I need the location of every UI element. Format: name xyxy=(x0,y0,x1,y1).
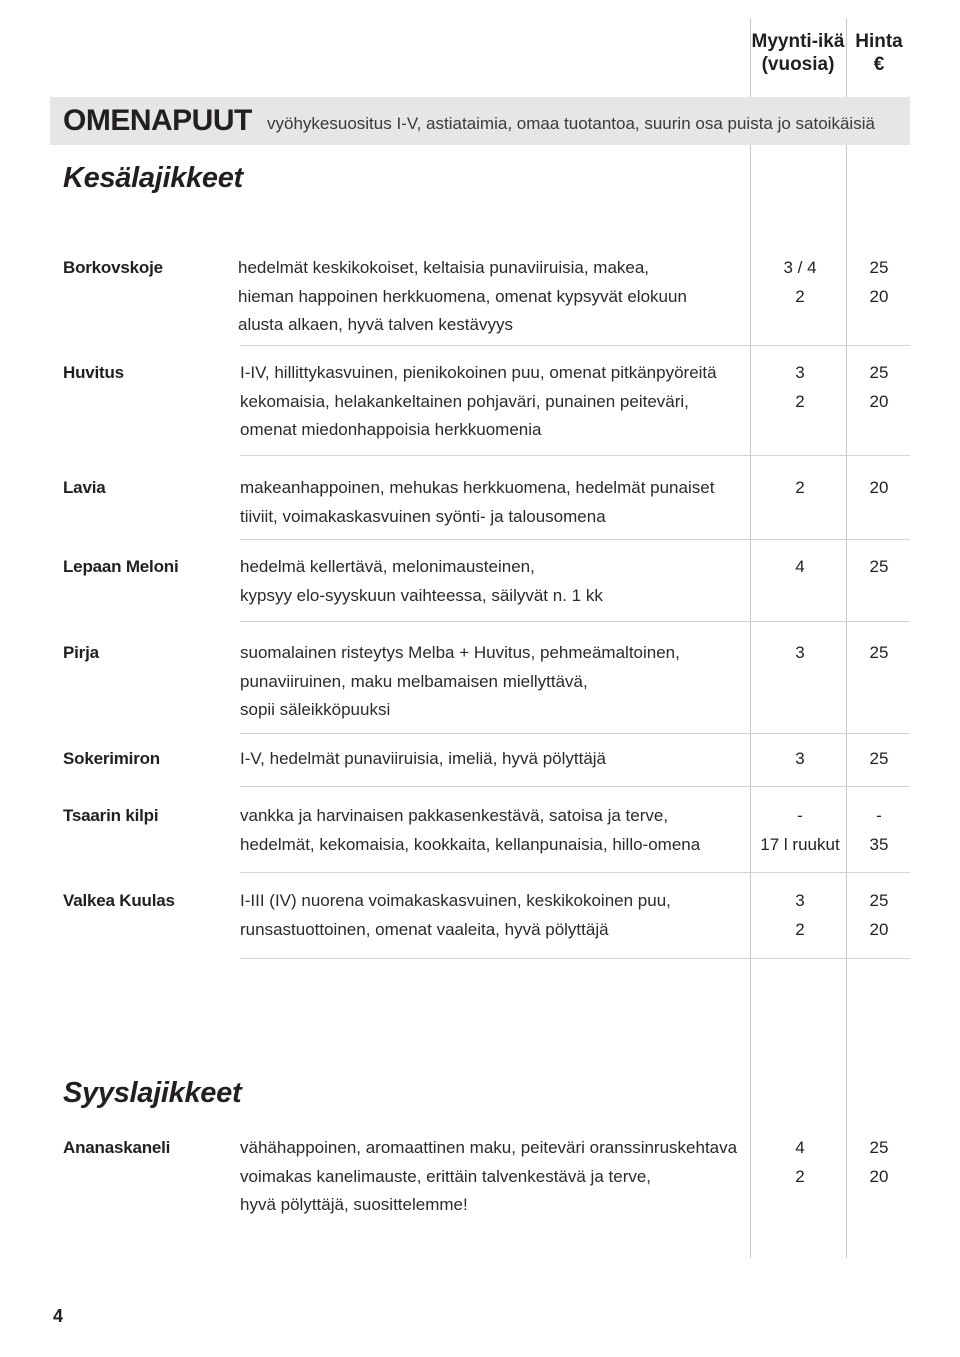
variety-description: hedelmät keskikokoiset, keltaisia punaviiruisia, makea, hieman happoinen herkkuomena, omenat kypsyvät elokuun alusta alkaen, hyvä talven kestävyys xyxy=(238,258,687,334)
variety-name: Lavia xyxy=(63,478,106,497)
variety-price: 20 xyxy=(869,478,889,497)
row-separator xyxy=(240,786,910,787)
row-separator xyxy=(240,539,910,540)
age-column-divider xyxy=(750,18,751,1258)
variety-name: Pirja xyxy=(63,643,99,662)
page-number: 4 xyxy=(53,1306,64,1326)
variety-age: 3 xyxy=(795,643,805,662)
variety-age: 3 2 xyxy=(795,363,805,411)
row-separator xyxy=(240,872,910,873)
age-column-header: Myynti-ikä (vuosia) xyxy=(751,31,845,75)
page-title: OMENAPUUT xyxy=(63,104,252,137)
row-separator xyxy=(240,621,910,622)
variety-age: - 17 l ruukut xyxy=(760,806,840,854)
variety-price: 25 20 xyxy=(869,258,889,306)
variety-age: 4 xyxy=(795,557,805,576)
variety-price: 25 20 xyxy=(869,363,889,411)
variety-name: Valkea Kuulas xyxy=(63,891,175,910)
variety-age: 3 2 xyxy=(795,891,805,939)
variety-price: 25 xyxy=(869,749,889,768)
row-separator xyxy=(240,733,910,734)
variety-age: 4 2 xyxy=(795,1138,805,1186)
price-column-header: Hinta € xyxy=(855,31,903,75)
variety-description: I-V, hedelmät punaviiruisia, imeliä, hyvä pölyttäjä xyxy=(240,749,607,768)
variety-description: hedelmä kellertävä, melonimausteinen, kypsyy elo-syyskuun vaihteessa, säilyvät n. 1 kk xyxy=(240,557,603,605)
variety-name: Ananaskaneli xyxy=(63,1138,171,1157)
variety-description: suomalainen risteytys Melba + Huvitus, pehmeämaltoinen, punaviiruinen, maku melbamaisen miellyttävä, sopii säleikköpuuksi xyxy=(240,643,680,719)
variety-name: Lepaan Meloni xyxy=(63,557,179,576)
row-separator xyxy=(240,455,910,456)
variety-age: 3 / 4 2 xyxy=(783,258,817,306)
variety-description: makeanhappoinen, mehukas herkkuomena, hedelmät punaiset tiiviit, voimakaskasvuinen syönti- ja talousomena xyxy=(240,478,715,526)
variety-price: 25 20 xyxy=(869,1138,889,1186)
variety-price: 25 xyxy=(869,643,889,662)
variety-name: Sokerimiron xyxy=(63,749,160,768)
row-separator xyxy=(240,345,910,346)
variety-description: I-III (IV) nuorena voimakaskasvuinen, keskikokoinen puu, runsastuottoinen, omenat vaaleita, hyvä pölyttäjä xyxy=(240,891,671,939)
variety-age: 2 xyxy=(795,478,805,497)
section-title-summer: Kesälajikkeet xyxy=(63,162,243,194)
variety-name: Borkovskoje xyxy=(63,258,163,277)
row-separator xyxy=(240,958,910,959)
variety-price: - 35 xyxy=(869,806,889,854)
variety-price: 25 20 xyxy=(869,891,889,939)
variety-description: vankka ja harvinaisen pakkasenkestävä, satoisa ja terve, hedelmät, kekomaisia, kookkaita, kellanpunaisia, hillo-omena xyxy=(240,806,701,854)
variety-description: vähähappoinen, aromaattinen maku, peiteväri oranssinruskehtava voimakas kanelimauste, erittäin talvenkestävä ja terve, hyvä pölyttäjä, suosittelemme! xyxy=(240,1138,738,1214)
section-title-autumn: Syyslajikkeet xyxy=(63,1077,242,1109)
variety-description: I-IV, hillittykasvuinen, pienikokoinen puu, omenat pitkänpyöreitä kekomaisia, helakankeltainen pohjaväri, punainen peiteväri, omenat miedonhappoisia herkkuomenia xyxy=(240,363,717,439)
variety-price: 25 xyxy=(869,557,889,576)
variety-age: 3 xyxy=(795,749,805,768)
page-subtitle: vyöhykesuositus I-V, astiataimia, omaa tuotantoa, suurin osa puista jo satoikäisiä xyxy=(267,114,875,133)
variety-name: Huvitus xyxy=(63,363,124,382)
price-column-divider xyxy=(846,18,847,1258)
variety-name: Tsaarin kilpi xyxy=(63,806,159,825)
